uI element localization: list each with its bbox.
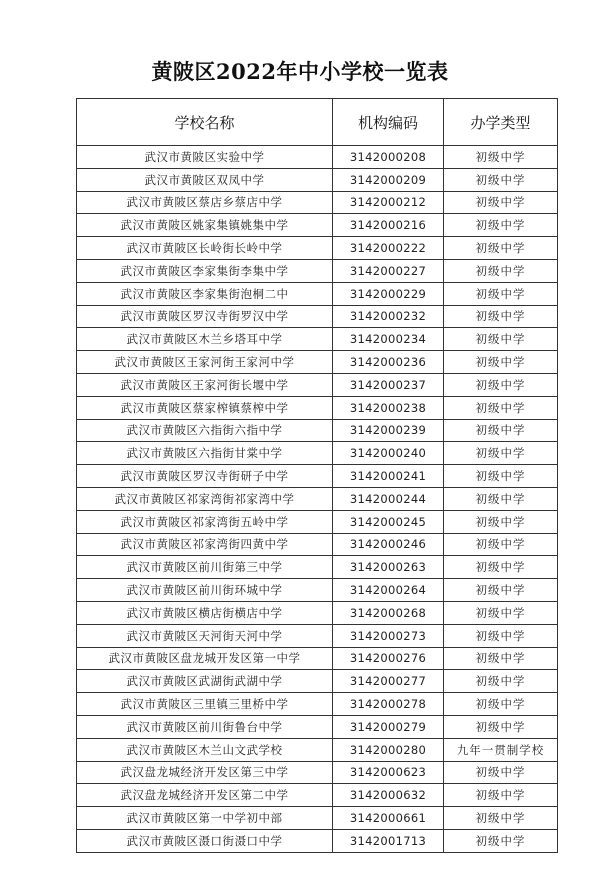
school-name-cell: 武汉盘龙城经济开发区第三中学	[77, 761, 333, 784]
institution-code-cell: 3142000264	[333, 579, 444, 602]
institution-code-cell: 3142000623	[333, 761, 444, 784]
school-type-cell: 初级中学	[444, 784, 558, 807]
institution-code-cell: 3142000279	[333, 715, 444, 738]
school-type-cell: 初级中学	[444, 259, 558, 282]
table-row	[77, 784, 558, 807]
school-type-cell: 初级中学	[444, 146, 558, 169]
table-header-row	[77, 99, 558, 146]
institution-code-cell: 3142000244	[333, 487, 444, 510]
table-row	[77, 693, 558, 716]
table-row	[77, 829, 558, 852]
school-name-cell: 武汉市黄陂区实验中学	[77, 146, 333, 169]
school-name-cell: 武汉市黄陂区前川街第三中学	[77, 556, 333, 579]
school-name-cell: 武汉市黄陂区滠口街滠口中学	[77, 829, 333, 852]
table-row	[77, 259, 558, 282]
school-name-cell: 武汉市黄陂区姚家集镇姚集中学	[77, 214, 333, 237]
table-row	[77, 647, 558, 670]
institution-code-cell: 3142001713	[333, 829, 444, 852]
school-name-cell: 武汉市黄陂区盘龙城开发区第一中学	[77, 647, 333, 670]
table-row	[77, 715, 558, 738]
table-row	[77, 305, 558, 328]
table-row	[77, 807, 558, 830]
table-row	[77, 214, 558, 237]
school-type-cell: 初级中学	[444, 647, 558, 670]
school-name-cell: 武汉市黄陂区王家河街长堰中学	[77, 373, 333, 396]
table-row	[77, 579, 558, 602]
institution-code-cell: 3142000246	[333, 533, 444, 556]
school-type-cell: 初级中学	[444, 396, 558, 419]
school-type-cell: 初级中学	[444, 693, 558, 716]
school-name-cell: 武汉市黄陂区第一中学初中部	[77, 807, 333, 830]
table-body	[77, 146, 558, 853]
institution-code-cell: 3142000238	[333, 396, 444, 419]
institution-code-cell: 3142000276	[333, 647, 444, 670]
institution-code-cell: 3142000268	[333, 601, 444, 624]
school-type-cell: 初级中学	[444, 237, 558, 260]
school-type-cell: 初级中学	[444, 807, 558, 830]
school-type-cell: 九年一贯制学校	[444, 738, 558, 761]
school-table	[76, 98, 558, 853]
institution-code-cell: 3142000632	[333, 784, 444, 807]
institution-code-cell: 3142000208	[333, 146, 444, 169]
column-header-institution-code: 机构编码	[333, 99, 444, 146]
table-row	[77, 328, 558, 351]
institution-code-cell: 3142000241	[333, 465, 444, 488]
school-name-cell: 武汉市黄陂区罗汉寺街罗汉中学	[77, 305, 333, 328]
school-type-cell: 初级中学	[444, 282, 558, 305]
school-type-cell: 初级中学	[444, 168, 558, 191]
column-header-school-name: 学校名称	[77, 99, 333, 146]
table-row	[77, 442, 558, 465]
institution-code-cell: 3142000273	[333, 624, 444, 647]
school-type-cell: 初级中学	[444, 305, 558, 328]
school-name-cell: 武汉市黄陂区双凤中学	[77, 168, 333, 191]
institution-code-cell: 3142000234	[333, 328, 444, 351]
school-type-cell: 初级中学	[444, 670, 558, 693]
table-row	[77, 168, 558, 191]
school-name-cell: 武汉市黄陂区蔡店乡蔡店中学	[77, 191, 333, 214]
school-name-cell: 武汉市黄陂区木兰山文武学校	[77, 738, 333, 761]
school-name-cell: 武汉市黄陂区李家集街李集中学	[77, 259, 333, 282]
institution-code-cell: 3142000245	[333, 510, 444, 533]
page-title: 黄陂区2022年中小学校一览表	[151, 59, 449, 84]
table-row	[77, 510, 558, 533]
school-type-cell: 初级中学	[444, 442, 558, 465]
school-name-cell: 武汉市黄陂区前川街环城中学	[77, 579, 333, 602]
table-row	[77, 601, 558, 624]
school-name-cell: 武汉市黄陂区前川街鲁台中学	[77, 715, 333, 738]
table-row	[77, 556, 558, 579]
institution-code-cell: 3142000239	[333, 419, 444, 442]
school-type-cell: 初级中学	[444, 487, 558, 510]
institution-code-cell: 3142000227	[333, 259, 444, 282]
institution-code-cell: 3142000232	[333, 305, 444, 328]
institution-code-cell: 3142000278	[333, 693, 444, 716]
institution-code-cell: 3142000212	[333, 191, 444, 214]
school-type-cell: 初级中学	[444, 579, 558, 602]
table-row	[77, 396, 558, 419]
school-type-cell: 初级中学	[444, 624, 558, 647]
school-name-cell: 武汉市黄陂区武湖街武湖中学	[77, 670, 333, 693]
school-type-cell: 初级中学	[444, 556, 558, 579]
school-name-cell: 武汉市黄陂区天河街天河中学	[77, 624, 333, 647]
school-type-cell: 初级中学	[444, 715, 558, 738]
institution-code-cell: 3142000263	[333, 556, 444, 579]
table-row	[77, 738, 558, 761]
table-row	[77, 533, 558, 556]
school-name-cell: 武汉市黄陂区祁家湾街祁家湾中学	[77, 487, 333, 510]
institution-code-cell: 3142000229	[333, 282, 444, 305]
column-header-school-type: 办学类型	[444, 99, 558, 146]
school-type-cell: 初级中学	[444, 465, 558, 488]
table-row	[77, 373, 558, 396]
table-row	[77, 670, 558, 693]
school-name-cell: 武汉市黄陂区六指街甘棠中学	[77, 442, 333, 465]
school-name-cell: 武汉市黄陂区李家集街泡桐二中	[77, 282, 333, 305]
school-type-cell: 初级中学	[444, 373, 558, 396]
school-type-cell: 初级中学	[444, 829, 558, 852]
table-row	[77, 487, 558, 510]
school-type-cell: 初级中学	[444, 191, 558, 214]
school-name-cell: 武汉市黄陂区横店街横店中学	[77, 601, 333, 624]
table-row	[77, 624, 558, 647]
institution-code-cell: 3142000216	[333, 214, 444, 237]
table-row	[77, 419, 558, 442]
table-row	[77, 237, 558, 260]
table-row	[77, 351, 558, 374]
school-name-cell: 武汉市黄陂区罗汉寺街研子中学	[77, 465, 333, 488]
table-row	[77, 761, 558, 784]
institution-code-cell: 3142000277	[333, 670, 444, 693]
table-row	[77, 146, 558, 169]
school-type-cell: 初级中学	[444, 601, 558, 624]
institution-code-cell: 3142000240	[333, 442, 444, 465]
school-name-cell: 武汉市黄陂区王家河街王家河中学	[77, 351, 333, 374]
school-type-cell: 初级中学	[444, 761, 558, 784]
school-name-cell: 武汉市黄陂区祁家湾街四黄中学	[77, 533, 333, 556]
institution-code-cell: 3142000209	[333, 168, 444, 191]
school-type-cell: 初级中学	[444, 328, 558, 351]
school-type-cell: 初级中学	[444, 419, 558, 442]
school-name-cell: 武汉市黄陂区六指街六指中学	[77, 419, 333, 442]
institution-code-cell: 3142000237	[333, 373, 444, 396]
table-row	[77, 282, 558, 305]
institution-code-cell: 3142000661	[333, 807, 444, 830]
school-name-cell: 武汉市黄陂区长岭街长岭中学	[77, 237, 333, 260]
school-type-cell: 初级中学	[444, 510, 558, 533]
institution-code-cell: 3142000236	[333, 351, 444, 374]
school-name-cell: 武汉市黄陂区蔡家榨镇蔡榨中学	[77, 396, 333, 419]
table-row	[77, 465, 558, 488]
school-name-cell: 武汉市黄陂区祁家湾街五岭中学	[77, 510, 333, 533]
school-name-cell: 武汉盘龙城经济开发区第二中学	[77, 784, 333, 807]
school-name-cell: 武汉市黄陂区三里镇三里桥中学	[77, 693, 333, 716]
school-name-cell: 武汉市黄陂区木兰乡塔耳中学	[77, 328, 333, 351]
school-type-cell: 初级中学	[444, 351, 558, 374]
school-type-cell: 初级中学	[444, 533, 558, 556]
table-row	[77, 191, 558, 214]
institution-code-cell: 3142000280	[333, 738, 444, 761]
institution-code-cell: 3142000222	[333, 237, 444, 260]
school-type-cell: 初级中学	[444, 214, 558, 237]
